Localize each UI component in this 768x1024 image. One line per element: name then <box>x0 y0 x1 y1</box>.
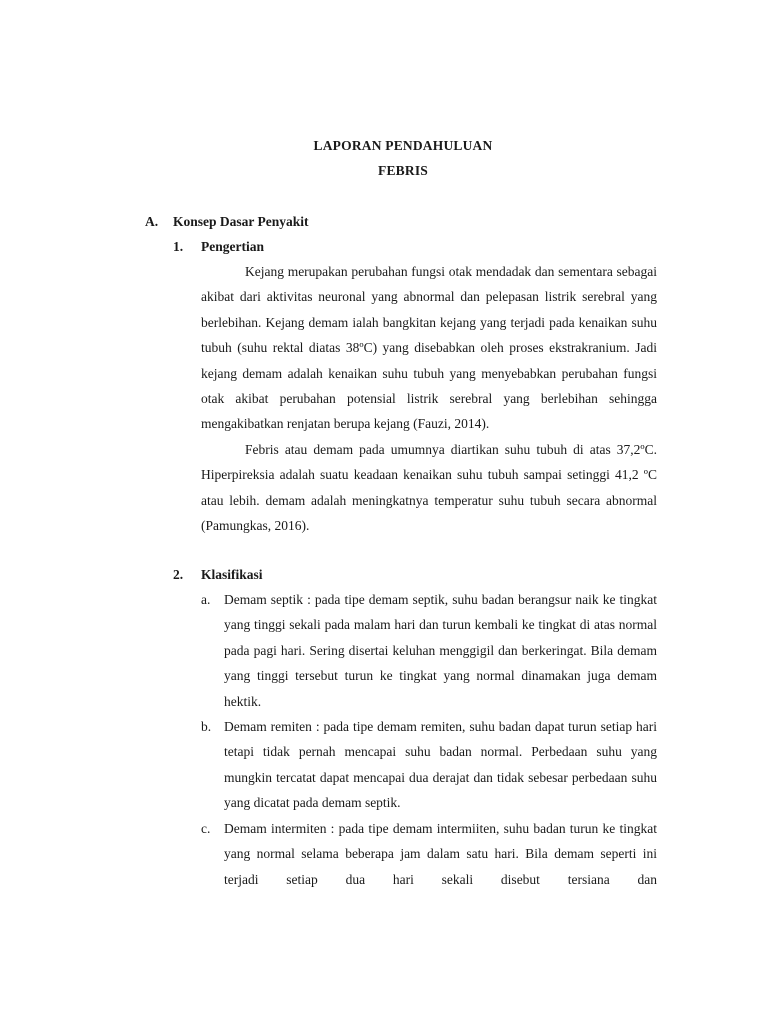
section-a-marker: A. <box>145 214 159 229</box>
list-item-marker: a. <box>201 592 211 607</box>
document-subtitle: FEBRIS <box>378 163 428 178</box>
subsection-1-marker: 1. <box>173 239 184 254</box>
subsection-1-heading: Pengertian <box>201 239 264 254</box>
list-item <box>224 587 657 714</box>
list-item <box>224 816 657 892</box>
list-item-marker: b. <box>201 719 212 734</box>
subsection-2-heading: Klasifikasi <box>201 567 263 582</box>
list-item-text: Demam remiten : pada tipe demam remiten, suhu badan dapat turun setiap hari tetapi tidak pernah mencapai suhu badan normal. Perbedaan suhu yang mungkin tercatat dapat mencapai dua derajat dan tidak sebesar perbedaan suhu yang dicatat pada demam septik. <box>224 719 657 811</box>
pengertian-body <box>201 259 657 538</box>
section-a-heading: Konsep Dasar Penyakit <box>173 214 309 229</box>
document-title: LAPORAN PENDAHULUAN <box>313 138 493 153</box>
subsection-2-marker: 2. <box>173 567 184 582</box>
list-item-text: Demam septik : pada tipe demam septik, suhu badan berangsur naik ke tingkat yang tinggi sekali pada malam hari dan turun kembali ke tingkat di atas normal pada pagi hari. Sering disertai keluhan menggigil dan berkeringat. Bila demam yang tinggi tersebut turun ke tingkat yang normal dinamakan juga demam hektik. <box>224 592 657 709</box>
list-item <box>224 714 657 816</box>
list-item-text: Demam intermiten : pada tipe demam intermiiten, suhu badan turun ke tingkat yang normal selama beberapa jam dalam satu hari. Bila demam seperti ini terjadi setiap dua hari sekali disebut tersiana dan <box>224 821 657 887</box>
pengertian-paragraph-1: Kejang merupakan perubahan fungsi otak mendadak dan sementara sebagai akibat dari aktivitas neuronal yang abnormal dan pelepasan listrik serebral yang berlebihan. Kejang demam ialah bangkitan kejang yang terjadi pada kenaikan suhu tubuh (suhu rektal diatas 38ºC) yang disebabkan oleh proses ekstrakranium. Jadi kejang demam adalah kenaikan suhu tubuh yang menyebabkan perubahan fungsi otak akibat perubahan potensial listrik serebral yang berlebihan sehingga mengakibatkan renjatan berupa kejang (Fauzi, 2014). <box>201 264 657 432</box>
pengertian-paragraph-2: Febris atau demam pada umumnya diartikan suhu tubuh di atas 37,2ºC. Hiperpireksia adalah suatu keadaan kenaikan suhu tubuh sampai setinggi 41,2 ºC atau lebih. demam adalah meningkatnya temperatur suhu tubuh secara abnormal (Pamungkas, 2016). <box>201 441 657 534</box>
list-item-marker: c. <box>201 821 211 836</box>
